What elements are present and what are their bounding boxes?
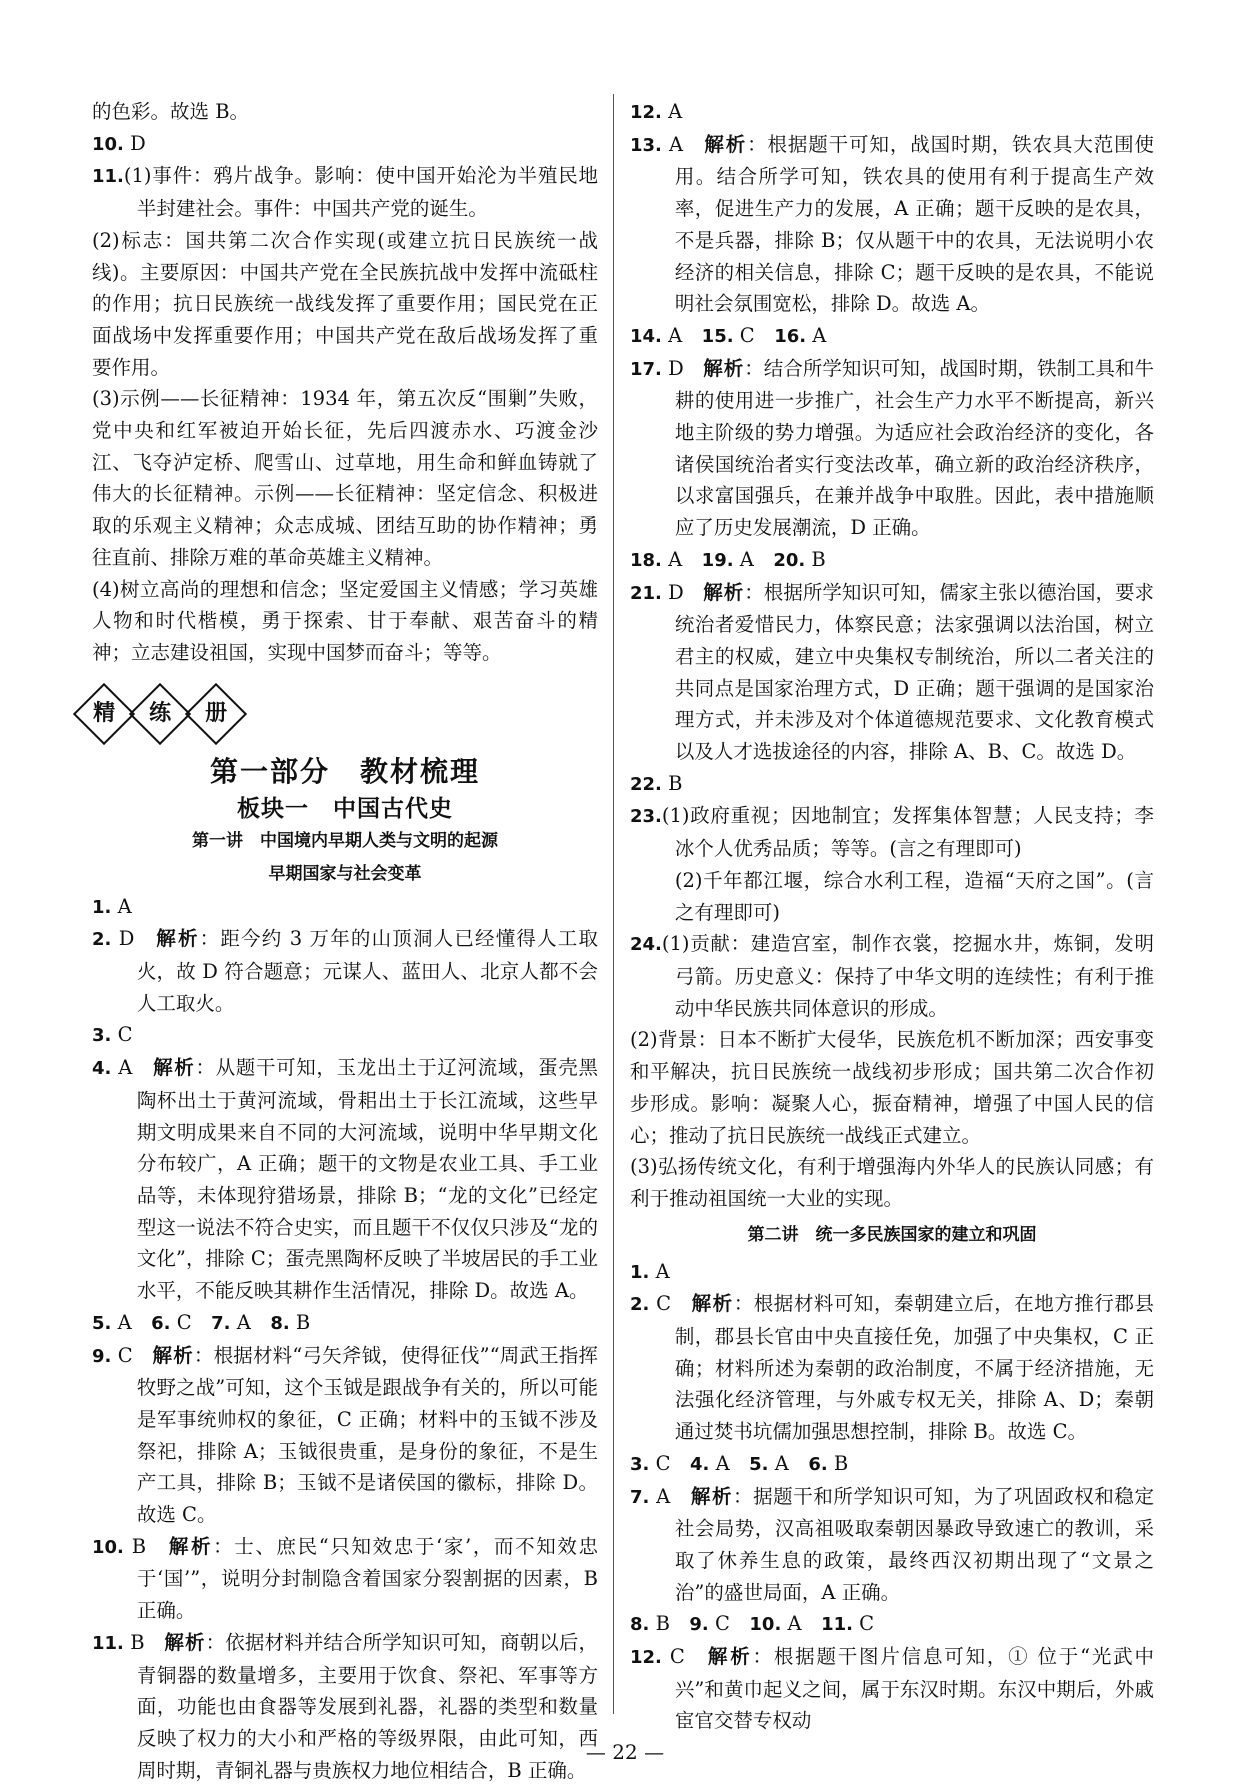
analysis-label: 解析 [153, 1056, 196, 1080]
answer-9: 9. C 解析：根据材料“弓矢斧钺，使得征伐”“周武王指挥牧野之战”可知，这个玉钺是跟战争有关的，所以可能是军事统帅权的象征，C 正确；材料中的玉钺不涉及祭祀，排除 A；玉钺很贵重，是身份的象征，不是生产工具，排除 B；玉钺不是诸侯国的徽标，排除 D。故选 C。 [92, 1343, 598, 1527]
analysis-label: 解析 [691, 1292, 734, 1316]
left-column [92, 96, 598, 1786]
answer-number: 1. [92, 896, 112, 918]
banner-diamond: 练 [129, 683, 191, 745]
answer-text: (1)政府重视；因地制宜；发挥集体智慧；人民支持；李冰个人优秀品质；等等。(言之有理即可) [661, 804, 1154, 861]
answer-7b: 7. A 解析：据题干和所学知识可知，为了巩固政权和稳定社会局势，汉高祖吸取秦朝因暴政导致速亡的教训，采取了休养生息的政策，最终西汉初期出现了“文景之治”的盛世局面，A 正确。 [630, 1484, 1154, 1604]
column-divider [613, 94, 614, 1714]
answer-text: ：根据材料“弓矢斧钺，使得征伐”“周武王指挥牧野之战”可知，这个玉钺是跟战争有关的，所以可能是军事统帅权的象征，C 正确；材料中的玉钺不涉及祭祀，排除 A；玉钺很贵重，是身份的象征，不是生产工具，排除 B；玉钺不是诸侯国的徽标，排除 D。故选 C。 [136, 1343, 598, 1527]
analysis-label: 解析 [704, 132, 748, 156]
analysis-label: 解析 [703, 356, 745, 380]
answer-text: ：根据题干图片信息可知，① 位于“光武中兴”和黄巾起义之间，属于东汉时期。东汉中期后，外戚宦官交替专权动 [674, 1645, 1154, 1733]
answer-11-part3: (3)示例——长征精神：1934 年，第五次反“围剿”失败，党中央和红军被迫开始长征，先后四渡赤水、巧渡金沙江、飞夺泸定桥、爬雪山、过草地，用生命和鲜血铸就了伟大的长征精神。示例——长征精神：坚定信念、积极进取的乐观主义精神；众志成城、团结互助的协作精神；勇往直前、排除万难的革命英雄主义精神。 [92, 387, 598, 569]
answer-1b: 1. A [630, 1259, 670, 1283]
answer-4: 4. A 解析：从题干可知，玉龙出土于辽河流域，蛋壳黑陶杯出土于黄河流域，骨耜出土于长江流域，这些早期文明成果来自不同的大河流域，说明中华早期文化分布较广，A 正确；题干的文物是农业工具、手工业品等，未体现狩猎场景，排除 B；“龙的文化”已经定型这一说法不符合史实，而且题干不仅仅只涉及“龙的文化”，排除 C；蛋壳黑陶杯反映了半坡居民的手工业水平，不能反映其耕作生活情况，排除 D。故选 A。 [92, 1056, 598, 1303]
answer-23 [630, 800, 1154, 864]
analysis-label: 解析 [703, 580, 745, 604]
answer-11-part4: (4)树立高尚的理想和信念；坚定爱国主义情感；学习英雄人物和时代楷模，勇于探索、甘于奉献、艰苦奋斗的精神；立志建设祖国，实现中国梦而奋斗；等等。 [92, 577, 598, 664]
answer-2b: 2. C 解析：根据材料可知，秦朝建立后，在地方推行郡县制，郡县长官由中央直接任免，加强了中央集权，C 正确；材料所述为秦朝的政治制度，不属于经济措施，无法强化经济管理，与外戚专权无关，排除 A、D；秦朝通过焚书坑儒加强思想控制，排除 B。故选 C。 [630, 1292, 1154, 1444]
answer-number: 12. [630, 102, 662, 123]
answer-3-6: 3. C 4. A 5. A 6. B [630, 1451, 849, 1475]
section-banner [82, 683, 598, 745]
answer-13: 13. A 解析：根据题干可知，战国时期，铁农具大范围使用。结合所学可知，铁农具的使用有利于提高生产效率，促进生产力的发展，A 正确；题干反映的是农具，不是兵器，排除 B；仅从题干中的农具，无法说明小农经济的相关信息，排除 C；题干反映的是农具，不能说明社会氛围宽松，排除 D。故选 A。 [630, 132, 1154, 316]
answer-10b: 10. B 解析：士、庶民“只知效忠于‘家’，而不知效忠于‘国’”，说明分封制隐含着国家分裂割据的因素，B 正确。 [92, 1534, 598, 1623]
answer-number: 17. [630, 358, 662, 380]
answer-11 [92, 160, 598, 224]
answer-number: 22. [630, 773, 662, 795]
answer-number: 2. [92, 929, 112, 951]
analysis-label: 解析 [707, 1645, 753, 1669]
answer-text: (1)贡献：建造宫室，制作衣裳，挖掘水井，炼铜，发明弓箭。历史意义：保持了中华文明的连续性；有利于推动中华民族共同体意识的形成。 [661, 932, 1154, 1020]
answer-24-part2: (2)背景：日本不断扩大侵华，民族危机不断加深；西安事变和平解决，抗日民族统一战线初步形成；国共第二次合作初步形成。影响：凝聚人心，振奋精神，增强了中国人民的信心；推动了抗日民族统一战线正式建立。 [630, 1028, 1154, 1147]
answer-number: 24. [630, 934, 662, 956]
answer-text: D [123, 131, 146, 155]
answer-8-11: 8. B 9. C 10. A 11. C [630, 1612, 875, 1636]
answer-text: 的色彩。故选 B。 [92, 100, 250, 123]
answer-number: 10. [92, 1536, 124, 1558]
answer-number: 23. [630, 806, 662, 828]
answer-text: ：据题干和所学知识可知，为了巩固政权和稳定社会局势，汉高祖吸取秦朝因暴政导致速亡的教训，采取了休养生息的政策，最终西汉初期出现了“文景之治”的盛世局面，A 正确。 [674, 1484, 1154, 1604]
lesson-subtitle: 早期国家与社会变革 [268, 863, 422, 884]
answer-22: 22. B [630, 771, 683, 795]
answer-11-part2: (2)标志：国共第二次合作实现(或建立抗日民族统一战线)。主要原因：中国共产党在全民族抗战中发挥中流砥柱的作用；抗日民族统一战线发挥了重要作用；国民党在正面战场中发挥重要作用；中国共产党在敌后战场发挥了重要作用。 [92, 228, 598, 379]
answer-number: 13. [630, 134, 662, 156]
answer-2: 2. D 解析：距今约 3 万年的山顶洞人已经懂得人工取火，故 D 符合题意；元谋人、蓝田人、北京人都不会人工取火。 [92, 927, 598, 1015]
lesson-title-2: 第二讲 统一多民族国家的建立和巩固 [747, 1224, 1037, 1245]
banner-diamond: 册 [185, 683, 247, 745]
answer-text: ：从题干可知，玉龙出土于辽河流域，蛋壳黑陶杯出土于黄河流域，骨耜出土于长江流域，这些早期文明成果来自不同的大河流域，说明中华早期文化分布较广，A 正确；题干的文物是农业工具、手工业品等，未体现狩猎场景，排除 B；“龙的文化”已经定型这一说法不符合史实，而且题干不仅仅只涉及“龙的文化”，排除 C；蛋壳黑陶杯反映了半坡居民的手工业水平，不能反映其耕作生活情况，排除 D。故选 A。 [136, 1056, 598, 1303]
answer-number: 3. [92, 1025, 112, 1047]
analysis-label: 解析 [690, 1484, 734, 1508]
answer-number: 12. [630, 1647, 662, 1669]
answer-number: 11. [92, 1632, 124, 1654]
answer-10 [92, 128, 598, 161]
answer-text: ：根据所学知识可知，儒家主张以德治国，要求统治者爱惜民力，体察民意；法家强调以法治国，树立君主的权威，建立中央集权专制统治，所以二者关注的共同点是国家治理方式，D 正确；题干强调的是国家治理方式，并未涉及对个体道德规范要求、文化教育模式以及人才选拔途径的内容，排除 A、B、C。故选 D。 [674, 580, 1154, 764]
answer-24-part3: (3)弘扬传统文化，有利于增强海内外华人的民族认同感；有利于推动祖国统一大业的实现。 [630, 1155, 1154, 1210]
block-title: 板块一 中国古代史 [237, 795, 453, 822]
banner-diamond: 精 [73, 683, 135, 745]
answer-text: ：距今约 3 万年的山顶洞人已经懂得人工取火，故 D 符合题意；元谋人、蓝田人、北京人都不会人工取火。 [136, 927, 598, 1015]
analysis-label: 解析 [164, 1630, 206, 1654]
lesson-title: 第一讲 中国境内早期人类与文明的起源 [192, 830, 498, 851]
answer-text: ：根据题干可知，战国时期，铁农具大范围使用。结合所学可知，铁农具的使用有利于提高生产效率，促进生产力的发展，A 正确；题干反映的是农具，不是兵器，排除 B；仅从题干中的农具，无法说明小农经济的相关信息，排除 C；题干反映的是农具，不能说明社会氛围宽松，排除 D。故选 A。 [674, 132, 1154, 316]
answer-text: ：根据材料可知，秦朝建立后，在地方推行郡县制，郡县长官由中央直接任免，加强了中央集权，C 正确；材料所述为秦朝的政治制度，不属于经济措施，无法强化经济管理，与外戚专权无关，排除 A、D；秦朝通过焚书坑儒加强思想控制，排除 B。故选 C。 [674, 1292, 1154, 1444]
answer-1: 1. A [92, 894, 132, 918]
answer-18-20: 18. A 19. A 20. B [630, 547, 826, 571]
answer-number: 7. [630, 1486, 650, 1508]
answer-number: 9. [92, 1345, 112, 1367]
analysis-label: 解析 [156, 927, 200, 951]
analysis-label: 解析 [168, 1534, 214, 1558]
answer-3: 3. C [92, 1023, 133, 1047]
answer-text: ：结合所学知识可知，战国时期，铁制工具和牛耕的使用进一步推广，社会生产力水平不断提高，新兴地主阶级的势力增强。为适应社会政治经济的变化，各诸侯国统治者实行变法改革，确立新的政治经济秩序，以求富国强兵，在兼并战争中取胜。因此，表中措施顺应了历史发展潮流，D 正确。 [674, 356, 1154, 540]
answer-17: 17. D 解析：结合所学知识可知，战国时期，铁制工具和牛耕的使用进一步推广，社会生产力水平不断提高，新兴地主阶级的势力增强。为适应社会政治经济的变化，各诸侯国统治者实行变法改革，确立新的政治经济秩序，以求富国强兵，在兼并战争中取胜。因此，表中措施顺应了历史发展潮流，D 正确。 [630, 356, 1154, 540]
answer-14-16: 14. A 15. C 16. A [630, 323, 827, 347]
answer-12: 12. A [630, 100, 683, 123]
answer-5-8: 5. A 6. C 7. A 8. B [92, 1310, 311, 1334]
answer-21: 21. D 解析：根据所学知识可知，儒家主张以德治国，要求统治者爱惜民力，体察民意；法家强调以法治国，树立君主的权威，建立中央集权专制统治，所以二者关注的共同点是国家治理方式，D 正确；题干强调的是国家治理方式，并未涉及对个体道德规范要求、文化教育模式以及人才选拔途径的内容，排除 A、B、C。故选 D。 [630, 580, 1154, 764]
page-number: — 22 — [585, 1740, 665, 1764]
answer-text: (1)事件：鸦片战争。影响：使中国开始沦为半殖民地半封建社会。事件：中国共产党的诞生。 [123, 164, 598, 221]
part-title: 第一部分 教材梳理 [209, 754, 480, 788]
answer-text: ：士、庶民“只知效忠于‘家’，而不知效忠于‘国’”，说明分封制隐含着国家分裂割据的因素，B 正确。 [136, 1534, 598, 1623]
answer-number: 1. [630, 1261, 650, 1283]
answer-text: ：依据材料并结合所学知识可知，商朝以后，青铜器的数量增多，主要用于饮食、祭祀、军事等方面，功能也由食器等发展到礼器，礼器的类型和数量反映了权力的大小和严格的等级界限，由此可知，西周时期，青铜礼器与贵族权力地位相结合，B 正确。 [136, 1630, 598, 1782]
answer-number: 11. [92, 166, 124, 188]
answer-number: 10. [92, 133, 124, 155]
answer-number: 21. [630, 582, 662, 604]
answer-24 [630, 928, 1154, 1024]
analysis-label: 解析 [152, 1343, 194, 1367]
answer-23-part2: (2)千年都江堰，综合水利工程，造福“天府之国”。(言之有理即可) [674, 868, 1154, 924]
answer-11b: 11. B 解析：依据材料并结合所学知识可知，商朝以后，青铜器的数量增多，主要用于饮食、祭祀、军事等方面，功能也由食器等发展到礼器，礼器的类型和数量反映了权力的大小和严格的等级界限，由此可知，西周时期，青铜礼器与贵族权力地位相结合，B 正确。 [92, 1630, 598, 1782]
answer-number: 4. [92, 1058, 112, 1080]
right-column [630, 96, 1154, 1737]
answer-12b: 12. C 解析：根据题干图片信息可知，① 位于“光武中兴”和黄巾起义之间，属于东汉时期。东汉中期后，外戚宦官交替专权动 [630, 1645, 1154, 1733]
answer-number: 2. [630, 1294, 650, 1316]
